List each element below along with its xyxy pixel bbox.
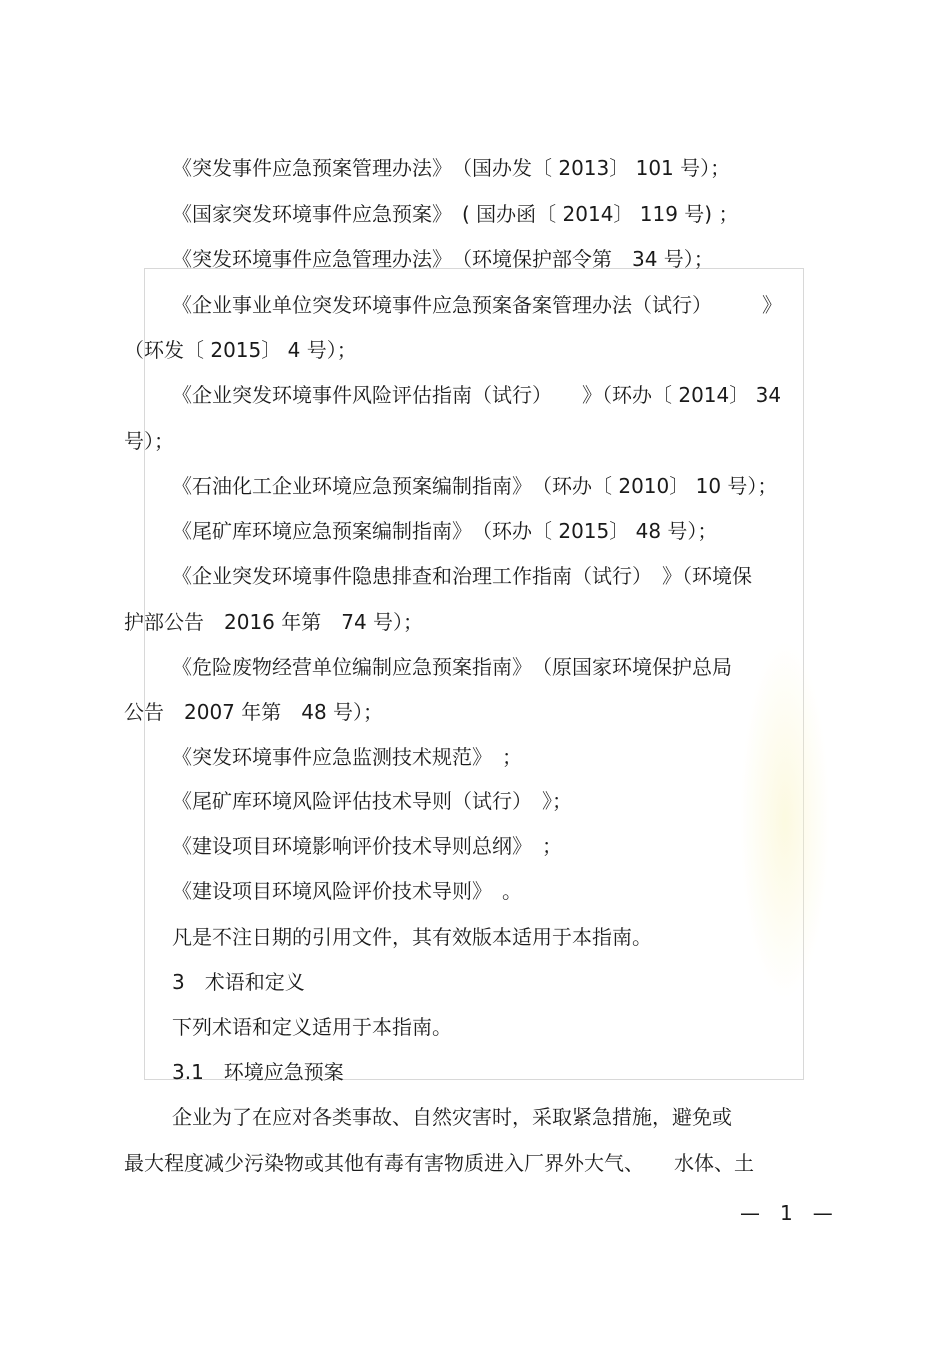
body-paragraph-continued: 最大程度减少污染物或其他有毒有害物质进入厂界外大气、 水体、土: [124, 1151, 754, 1175]
body-paragraph: 企业为了在应对各类事故、自然灾害时，采取紧急措施，避免或: [172, 1105, 732, 1129]
page-number: — 1 —: [740, 1201, 833, 1225]
body-paragraph: 下列术语和定义适用于本指南。: [172, 1015, 452, 1039]
paper-stain: [740, 640, 830, 1000]
reference-line: 《建设项目环境风险评价技术导则》 。: [172, 879, 522, 903]
reference-line-continued: 护部公告 2016 年第 74 号）；: [124, 610, 424, 634]
reference-line: 《建设项目环境影响评价技术导则总纲》 ；: [172, 834, 562, 858]
reference-line: 《危险废物经营单位编制应急预案指南》 （原国家环境保护总局: [172, 655, 732, 679]
reference-line: 《企业突发环境事件风险评估指南（试行） 》（环办〔 2014〕 34: [172, 383, 782, 407]
reference-line: 《突发环境事件应急监测技术规范》 ；: [172, 745, 522, 769]
reference-line-continued: （环发〔 2015〕 4 号）；: [124, 338, 357, 362]
reference-line: 《突发环境事件应急管理办法》 （环境保护部令第 34 号）；: [172, 247, 714, 271]
reference-line-continued: 公告 2007 年第 48 号）；: [124, 700, 384, 724]
reference-line: 《石油化工企业环境应急预案编制指南》 （环办〔 2010〕 10 号）；: [172, 474, 778, 498]
reference-line-continued: 号）；: [124, 429, 174, 453]
reference-line: 《国家突发环境事件应急预案》 ( 国办函〔 2014〕 119 号) ；: [172, 202, 739, 226]
reference-line: 《尾矿库环境应急预案编制指南》 （环办〔 2015〕 48 号）；: [172, 519, 718, 543]
section-heading: 3 术语和定义: [172, 970, 305, 994]
reference-line: 《尾矿库环境风险评估技术导则（试行） 》；: [172, 789, 572, 813]
body-paragraph: 凡是不注日期的引用文件，其有效版本适用于本指南。: [172, 925, 652, 949]
reference-line: 《企业事业单位突发环境事件应急预案备案管理办法（试行） 》: [172, 293, 782, 317]
subsection-heading: 3.1 环境应急预案: [172, 1060, 344, 1084]
reference-line: 《企业突发环境事件隐患排查和治理工作指南（试行） 》（环境保: [172, 564, 752, 588]
reference-line: 《突发事件应急预案管理办法》 （国办发〔 2013〕 101 号）；: [172, 156, 731, 180]
